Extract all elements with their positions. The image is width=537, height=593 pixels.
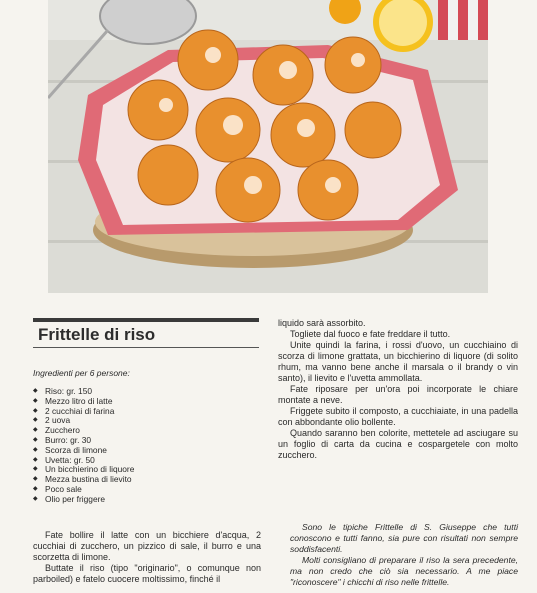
method-paragraph: Unite quindi la farina, i rossi d'uovo, un cucchiaino di scorza di limone grattata, un bicchierino di liquore (di solito rhum, ma vanno bene anche il marsala o il brandy o vin santo), il lievito e l'uvetta ammollata.	[278, 340, 518, 383]
ingredient-item: ◆ 2 cucchiai di farina	[33, 407, 134, 417]
ingredient-item: ◆ Uvetta: gr. 50	[33, 456, 134, 466]
method-paragraph: Fate riposare per un'ora poi incorporate le chiare montate a neve.	[278, 384, 518, 405]
title-rule-top	[33, 318, 259, 322]
note-paragraph: Molti consigliano di preparare il riso la sera precedente, ma non credo che ciò sia necessario. A me piace "riconoscere" i chicchi di riso nelle frittelle.	[290, 555, 518, 587]
ingredient-item: ◆ Un bicchierino di liquore	[33, 465, 134, 475]
ingredient-item: ◆ Zucchero	[33, 426, 134, 436]
fritters-photo	[48, 0, 488, 293]
method-paragraph: Quando saranno ben colorite, mettetele ad asciugare su un foglio di carta da cucina e cospargetele con molto zucchero.	[278, 428, 518, 460]
ingredient-item: ◆ Olio per friggere	[33, 495, 134, 505]
author-note	[290, 522, 518, 588]
method-left-column	[33, 530, 261, 585]
method-right-column	[278, 318, 518, 461]
recipe-title: Frittelle di riso	[38, 325, 156, 344]
fritters-basket-illustration	[48, 0, 488, 293]
ingredient-item: ◆ Mezza bustina di lievito	[33, 475, 134, 485]
ingredient-item: ◆ Riso: gr. 150	[33, 387, 134, 397]
method-paragraph: Buttate il riso (tipo "originario", o comunque non parboiled) e fatelo cuocere moltissimo, finché il	[33, 563, 261, 584]
ingredients-list	[33, 387, 134, 505]
ingredient-item: ◆ Burro: gr. 30	[33, 436, 134, 446]
note-paragraph: Sono le tipiche Frittelle di S. Giuseppe che tutti conoscono e tutti fanno, sia pure con risultati non sempre soddisfacenti.	[290, 522, 518, 554]
ingredient-item: ◆ Scorza di limone	[33, 446, 134, 456]
method-paragraph: Togliete dal fuoco e fate freddare il tutto.	[290, 329, 451, 339]
ingredient-item: ◆ Mezzo litro di latte	[33, 397, 134, 407]
method-paragraph: Friggete subito il composto, a cucchiaiate, in una padella con abbondante olio bollente.	[278, 406, 518, 427]
ingredient-item: ◆ 2 uova	[33, 416, 134, 426]
title-rule-bottom	[33, 347, 259, 348]
ingredient-item: ◆ Poco sale	[33, 485, 134, 495]
method-paragraph: Fate bollire il latte con un bicchiere d'acqua, 2 cucchiai di zucchero, un pizzico di sale, il burro e una scorzetta di limone.	[33, 530, 261, 562]
ingredients-heading: Ingredienti per 6 persone:	[33, 368, 130, 378]
method-paragraph: liquido sarà assorbito.	[278, 318, 366, 328]
